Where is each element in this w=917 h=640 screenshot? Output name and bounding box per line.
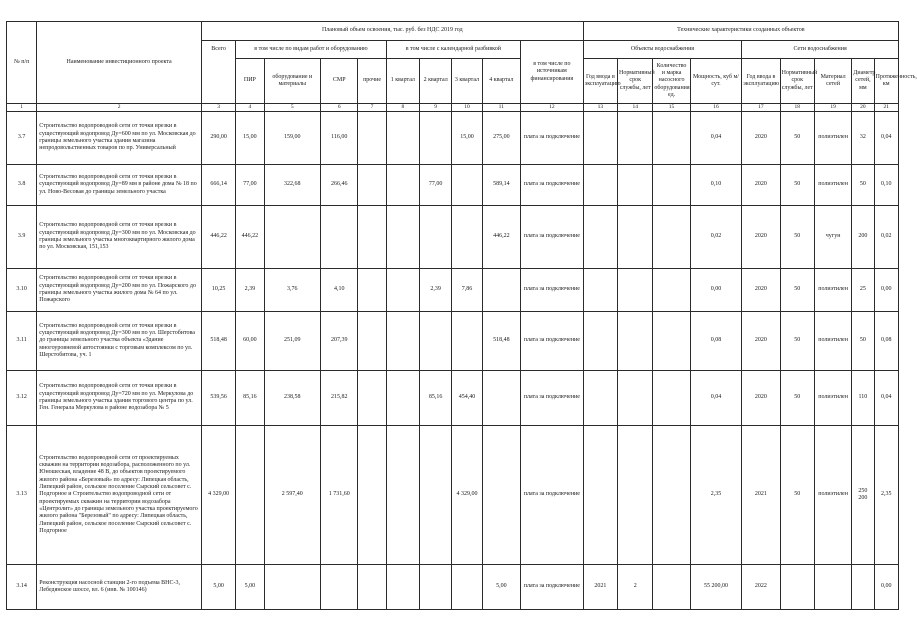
network-diameter: 110 <box>852 371 874 426</box>
header-net-life: Нормативный срок службы, лет <box>780 59 814 104</box>
network-material: чугун <box>814 206 851 269</box>
network-diameter: 250 200 <box>852 426 874 565</box>
other-value <box>358 312 386 371</box>
network-life: 50 <box>780 165 814 206</box>
equipment-value <box>264 565 321 610</box>
other-value <box>358 165 386 206</box>
network-material: полиэтилен <box>814 426 851 565</box>
pir-value <box>236 426 264 565</box>
network-year: 2020 <box>742 206 780 269</box>
network-length: 0,04 <box>874 371 898 426</box>
capacity-value: 0,00 <box>690 269 742 312</box>
object-year <box>583 112 617 165</box>
object-pumps <box>653 312 690 371</box>
network-year: 2020 <box>742 112 780 165</box>
object-life <box>618 371 653 426</box>
object-life: 2 <box>618 565 653 610</box>
header-q2: 2 квартал <box>420 59 452 104</box>
q1-value <box>386 112 419 165</box>
column-number: 16 <box>690 104 742 112</box>
q3-value: 7,86 <box>452 269 482 312</box>
object-life <box>618 269 653 312</box>
smr-value: 116,00 <box>321 112 358 165</box>
column-number: 18 <box>780 104 814 112</box>
financing-source: плата за подключение <box>521 206 584 269</box>
capacity-value: 0,10 <box>690 165 742 206</box>
object-pumps <box>653 112 690 165</box>
column-number: 15 <box>653 104 690 112</box>
project-name: Строительство водопроводной сети от точки врезки в существующий водопровод Ду=200 мм по ул. Пожарского до границы земельного участка жилого дома № 64 по ул. Пожарского <box>37 269 202 312</box>
smr-value: 266,46 <box>321 165 358 206</box>
table-row <box>7 269 899 312</box>
row-number: 3.10 <box>7 269 37 312</box>
project-name: Строительство водопроводной сети от точки врезки в существующий водопровод Ду=89 мм в районе дома № 18 по ул. Ново-Весовая до границы земельного участка <box>37 165 202 206</box>
network-length: 0,02 <box>874 206 898 269</box>
other-value <box>358 206 386 269</box>
column-number: 8 <box>386 104 419 112</box>
other-value <box>358 269 386 312</box>
smr-value: 1 731,60 <box>321 426 358 565</box>
network-material: полиэтилен <box>814 112 851 165</box>
column-number: 9 <box>420 104 452 112</box>
column-number: 6 <box>321 104 358 112</box>
q2-value: 85,16 <box>420 371 452 426</box>
object-pumps <box>653 371 690 426</box>
header-obj-pumps: Количество и марка насосного оборудования, ед. <box>653 59 690 104</box>
pir-value: 85,16 <box>236 371 264 426</box>
table-row <box>7 312 899 371</box>
total-value: 290,00 <box>201 112 235 165</box>
row-number: 3.9 <box>7 206 37 269</box>
table-row <box>7 112 899 165</box>
q1-value <box>386 371 419 426</box>
table-row <box>7 565 899 610</box>
financing-source: плата за подключение <box>521 312 584 371</box>
network-diameter: 50 <box>852 165 874 206</box>
q1-value <box>386 565 419 610</box>
header-net-diameter: Диаметр сетей, мм <box>852 59 874 104</box>
q2-value: 77,00 <box>420 165 452 206</box>
object-life <box>618 165 653 206</box>
q3-value <box>452 165 482 206</box>
total-value: 446,22 <box>201 206 235 269</box>
smr-value <box>321 565 358 610</box>
table-row <box>7 206 899 269</box>
capacity-value: 2,35 <box>690 426 742 565</box>
q4-value <box>482 269 520 312</box>
q4-value: 589,14 <box>482 165 520 206</box>
object-year <box>583 269 617 312</box>
row-number: 3.8 <box>7 165 37 206</box>
total-value: 5,00 <box>201 565 235 610</box>
header-smr: СМР <box>321 59 358 104</box>
q4-value: 446,22 <box>482 206 520 269</box>
capacity-value: 0,04 <box>690 371 742 426</box>
row-number: 3.12 <box>7 371 37 426</box>
q3-value <box>452 206 482 269</box>
other-value <box>358 565 386 610</box>
row-number: 3.11 <box>7 312 37 371</box>
pir-value: 446,22 <box>236 206 264 269</box>
capacity-value: 0,04 <box>690 112 742 165</box>
equipment-value <box>264 206 321 269</box>
investment-table <box>6 21 917 610</box>
network-length: 0,00 <box>874 269 898 312</box>
network-diameter <box>852 565 874 610</box>
network-year: 2020 <box>742 269 780 312</box>
header-by-source: в том числе по источникам финансирования <box>521 41 584 104</box>
network-diameter: 50 <box>852 312 874 371</box>
header-water-objects: Объекты водоснабжения <box>583 41 742 59</box>
network-length: 0,10 <box>874 165 898 206</box>
network-material: полиэтилен <box>814 312 851 371</box>
q4-value: 5,00 <box>482 565 520 610</box>
column-number: 14 <box>618 104 653 112</box>
object-life <box>618 426 653 565</box>
capacity-value: 55 200,00 <box>690 565 742 610</box>
header-net-length: Протяженность, км <box>874 59 898 104</box>
row-number: 3.14 <box>7 565 37 610</box>
header-q1: 1 квартал <box>386 59 419 104</box>
q2-value: 2,39 <box>420 269 452 312</box>
total-value: 539,56 <box>201 371 235 426</box>
header-q4: 4 квартал <box>482 59 520 104</box>
column-number: 2 <box>37 104 202 112</box>
other-value <box>358 112 386 165</box>
smr-value: 215,82 <box>321 371 358 426</box>
pir-value: 5,00 <box>236 565 264 610</box>
q2-value <box>420 206 452 269</box>
column-number: 11 <box>482 104 520 112</box>
q1-value <box>386 312 419 371</box>
q4-value <box>482 371 520 426</box>
q4-value: 518,48 <box>482 312 520 371</box>
smr-value: 207,39 <box>321 312 358 371</box>
project-name: Строительство водопроводной сети от точки врезки в существующий водопровод Ду=300 мм по ул. Московская до границы земельного участка многоквартирного жилого дома по ул. Московская, 151,153 <box>37 206 202 269</box>
network-year: 2020 <box>742 312 780 371</box>
q2-value <box>420 565 452 610</box>
pir-value: 15,00 <box>236 112 264 165</box>
project-name: Строительство водопроводной сети от точки врезки в существующий водопровод Ду=300 мм по ул. Шерстобитова до границы земельного участка объекта «Здание многоуровневой автостоянки с торговым комплексом по ул. Шерстобитова, уч. 1 <box>37 312 202 371</box>
total-value: 518,48 <box>201 312 235 371</box>
object-life <box>618 112 653 165</box>
object-year <box>583 426 617 565</box>
object-pumps <box>653 206 690 269</box>
q2-value <box>420 426 452 565</box>
financing-source: плата за подключение <box>521 371 584 426</box>
capacity-value: 0,02 <box>690 206 742 269</box>
q2-value <box>420 112 452 165</box>
column-number: 1 <box>7 104 37 112</box>
network-diameter: 25 <box>852 269 874 312</box>
network-life: 50 <box>780 426 814 565</box>
table-row <box>7 426 899 565</box>
column-number: 20 <box>852 104 874 112</box>
network-life: 50 <box>780 206 814 269</box>
equipment-value: 322,68 <box>264 165 321 206</box>
header-by-quarter: в том числе с календарной разбивкой <box>386 41 520 59</box>
header-obj-year: Год ввода в эксплуатацию <box>583 59 617 104</box>
column-number: 7 <box>358 104 386 112</box>
object-year: 2021 <box>583 565 617 610</box>
column-number: 19 <box>814 104 851 112</box>
row-number: 3.7 <box>7 112 37 165</box>
header-water-networks: Сети водоснабжения <box>742 41 899 59</box>
network-year: 2020 <box>742 165 780 206</box>
network-length: 0,04 <box>874 112 898 165</box>
network-year: 2021 <box>742 426 780 565</box>
network-life: 50 <box>780 269 814 312</box>
capacity-value: 0,08 <box>690 312 742 371</box>
q1-value <box>386 269 419 312</box>
smr-value: 4,10 <box>321 269 358 312</box>
q3-value: 4 329,00 <box>452 426 482 565</box>
network-length: 2,35 <box>874 426 898 565</box>
object-year <box>583 312 617 371</box>
q3-value <box>452 312 482 371</box>
header-by-work-type: в том числе по видам работ и оборудованию <box>236 41 386 59</box>
q1-value <box>386 165 419 206</box>
other-value <box>358 371 386 426</box>
header-equipment: оборудование и материалы <box>264 59 321 104</box>
row-number: 3.13 <box>7 426 37 565</box>
column-number: 5 <box>264 104 321 112</box>
project-name: Строительство водопроводной сети от точки врезки в существующий водопровод Ду=720 мм по ул. Меркулова до границы земельного участка здания торгового центра по ул. Ген. Генерала Меркулова в районе водозабора № 5 <box>37 371 202 426</box>
header-net-year: Год ввода в эксплуатацию <box>742 59 780 104</box>
header-net-material: Материал сетей <box>814 59 851 104</box>
q3-value: 15,00 <box>452 112 482 165</box>
header-row-no: № п/п <box>7 22 37 104</box>
q3-value: 454,40 <box>452 371 482 426</box>
pir-value: 60,00 <box>236 312 264 371</box>
header-other: прочие <box>358 59 386 104</box>
q4-value <box>482 426 520 565</box>
column-number: 13 <box>583 104 617 112</box>
total-value: 666,14 <box>201 165 235 206</box>
object-year <box>583 165 617 206</box>
header-tech-chars: Технические характеристики созданных объектов <box>583 22 898 41</box>
financing-source: плата за подключение <box>521 426 584 565</box>
equipment-value: 159,00 <box>264 112 321 165</box>
object-year <box>583 206 617 269</box>
table-row <box>7 371 899 426</box>
object-life <box>618 206 653 269</box>
header-project-name: Наименование инвестиционного проекта <box>37 22 202 104</box>
column-number: 10 <box>452 104 482 112</box>
column-number-row <box>7 104 899 112</box>
object-pumps <box>653 269 690 312</box>
equipment-value: 251,09 <box>264 312 321 371</box>
equipment-value: 2 597,40 <box>264 426 321 565</box>
pir-value: 77,00 <box>236 165 264 206</box>
equipment-value: 3,76 <box>264 269 321 312</box>
network-diameter: 200 <box>852 206 874 269</box>
project-name: Реконструкция насосной станции 2-го подъема ВНС-3, Лебедянское шоссе, вл. 6 (инв. № 100146) <box>37 565 202 610</box>
network-year: 2020 <box>742 371 780 426</box>
object-year <box>583 371 617 426</box>
q4-value: 275,00 <box>482 112 520 165</box>
object-pumps <box>653 426 690 565</box>
network-length: 0,00 <box>874 565 898 610</box>
column-number: 12 <box>521 104 584 112</box>
network-material: полиэтилен <box>814 371 851 426</box>
q1-value <box>386 206 419 269</box>
financing-source: плата за подключение <box>521 565 584 610</box>
column-number: 21 <box>874 104 898 112</box>
object-pumps <box>653 565 690 610</box>
column-number: 17 <box>742 104 780 112</box>
header-total-group: Всего <box>201 41 235 104</box>
object-pumps <box>653 165 690 206</box>
network-material: полиэтилен <box>814 269 851 312</box>
project-name: Строительство водопроводной сети от проектируемых скважин на территории водозабора, расположенного по ул. Юношеская, владение 48 В, до объектов проектируемого жилого района «Березовый» по адресу: Липецкая область, Липецкий район, сельское поселение Сырский сельсовет с. Подгорное и Строительство водопроводной сети от проектируемых скважин на территории водозабора «Центролит» до границы земельного участка проектируемого жилого района "Березовый" по адресу: Липецкая область, Липецкий район, сельское поселение Сырский сельсовет с. Подгорное <box>37 426 202 565</box>
smr-value <box>321 206 358 269</box>
header-pir: ПИР <box>236 59 264 104</box>
column-number: 3 <box>201 104 235 112</box>
q1-value <box>386 426 419 565</box>
equipment-value: 238,58 <box>264 371 321 426</box>
header-obj-capacity: Мощность, куб м/ сут. <box>690 59 742 104</box>
network-diameter: 32 <box>852 112 874 165</box>
column-number: 4 <box>236 104 264 112</box>
network-life <box>780 565 814 610</box>
header-planned-volume: Плановый объем освоения, тыс. руб. без НДС 2019 год <box>201 22 583 41</box>
network-material: полиэтилен <box>814 165 851 206</box>
network-life: 50 <box>780 112 814 165</box>
header-obj-life: Нормативный срок службы, лет <box>618 59 653 104</box>
network-material <box>814 565 851 610</box>
network-life: 50 <box>780 312 814 371</box>
object-life <box>618 312 653 371</box>
project-name: Строительство водопроводной сети от точки врезки в существующий водопровод Ду=600 мм по ул. Московская до границы земельного участка здания магазина непродовольственных товаров по пр. Универсальный <box>37 112 202 165</box>
table-row <box>7 165 899 206</box>
q3-value <box>452 565 482 610</box>
financing-source: плата за подключение <box>521 112 584 165</box>
network-year: 2022 <box>742 565 780 610</box>
financing-source: плата за подключение <box>521 165 584 206</box>
total-value: 10,25 <box>201 269 235 312</box>
q2-value <box>420 312 452 371</box>
financing-source: плата за подключение <box>521 269 584 312</box>
pir-value: 2,39 <box>236 269 264 312</box>
total-value: 4 329,00 <box>201 426 235 565</box>
network-life: 50 <box>780 371 814 426</box>
other-value <box>358 426 386 565</box>
header-q3: 3 квартал <box>452 59 482 104</box>
network-length: 0,08 <box>874 312 898 371</box>
